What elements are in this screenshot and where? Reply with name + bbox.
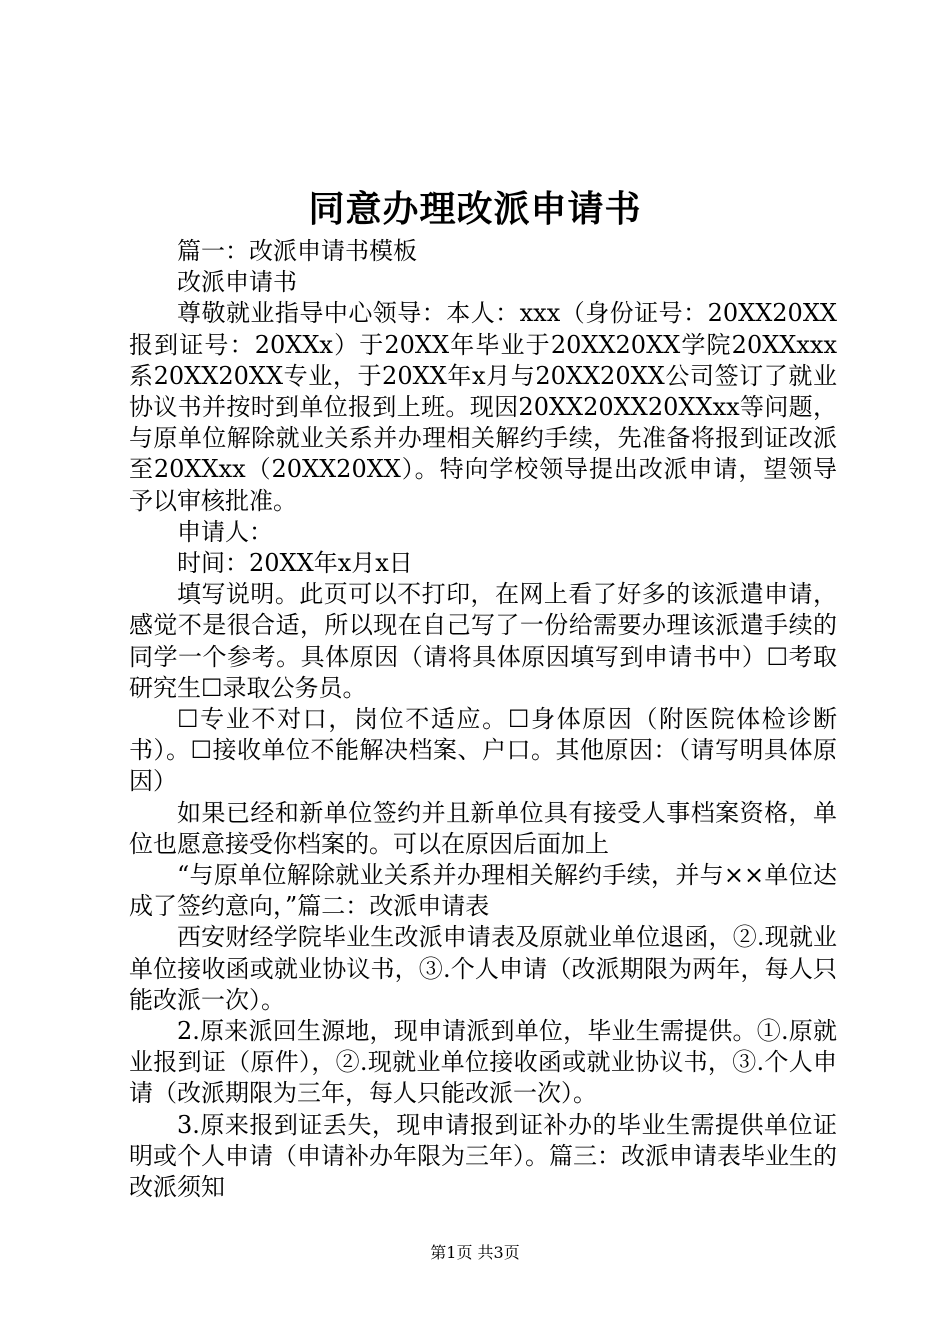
document-body xyxy=(129,236,837,1203)
paragraph: 西安财经学院毕业生改派申请表及原就业单位退函，②.现就业单位接收函或就业协议书，③.个人申请（改派期限为两年，每人只能改派一次）。 xyxy=(129,923,837,1014)
paragraph: “与原单位解除就业关系并办理相关解约手续，并与××单位达成了签约意向，”篇二：改派申请表 xyxy=(129,861,837,921)
paragraph: 改派申请书 xyxy=(177,268,297,297)
document-title: 同意办理改派申请书 xyxy=(308,188,642,230)
paragraph: 时间：20XX年x月x日 xyxy=(177,549,413,578)
paragraph: 如果已经和新单位签约并且新单位具有接受人事档案资格，单位也愿意接受你档案的。可以在原因后面加上 xyxy=(129,798,837,858)
paragraph: 申请人： xyxy=(177,517,273,546)
paragraph: ☐专业不对口，岗位不适应。☐身体原因（附医院体检诊断书）。☐接收单位不能解决档案、户口。其他原因：（请写明具体原因） xyxy=(129,705,837,796)
paragraph: 篇一：改派申请书模板 xyxy=(177,237,417,265)
paragraph: 尊敬就业指导中心领导：本人：xxx（身份证号：20XX20XX报到证号：20XXx）于20XX年毕业于20XX20XX学院20XXxxx系20XX20XX专业，于20XX年x月与20XX20XX公司签订了就业协议书并按时到单位报到上班。现因20XX20XX20XXxx等问题，与原单位解除就业关系并办理相关解约手续，先准备将报到证改派至20XXxx（20XX20XX）。特向学校领导提出改派申请，望领导予以审核批准。 xyxy=(129,299,837,515)
paragraph: 填写说明。此页可以不打印，在网上看了好多的该派遣申请，感觉不是很合适，所以现在自己写了一份给需要办理该派遣手续的同学一个参考。具体原因（请将具体原因填写到申请书中）☐考取研究生☐录取公务员。 xyxy=(129,580,837,702)
page-footer: 第1页 共3页 xyxy=(430,1243,520,1262)
paragraph: 2.原来派回生源地，现申请派到单位，毕业生需提供。①.原就业报到证（原件），②.现就业单位接收函或就业协议书，③.个人申请（改派期限为三年，每人只能改派一次）。 xyxy=(129,1017,837,1108)
paragraph: 3.原来报到证丢失，现申请报到证补办的毕业生需提供单位证明或个人申请（申请补办年限为三年）。篇三：改派申请表毕业生的改派须知 xyxy=(129,1110,837,1202)
